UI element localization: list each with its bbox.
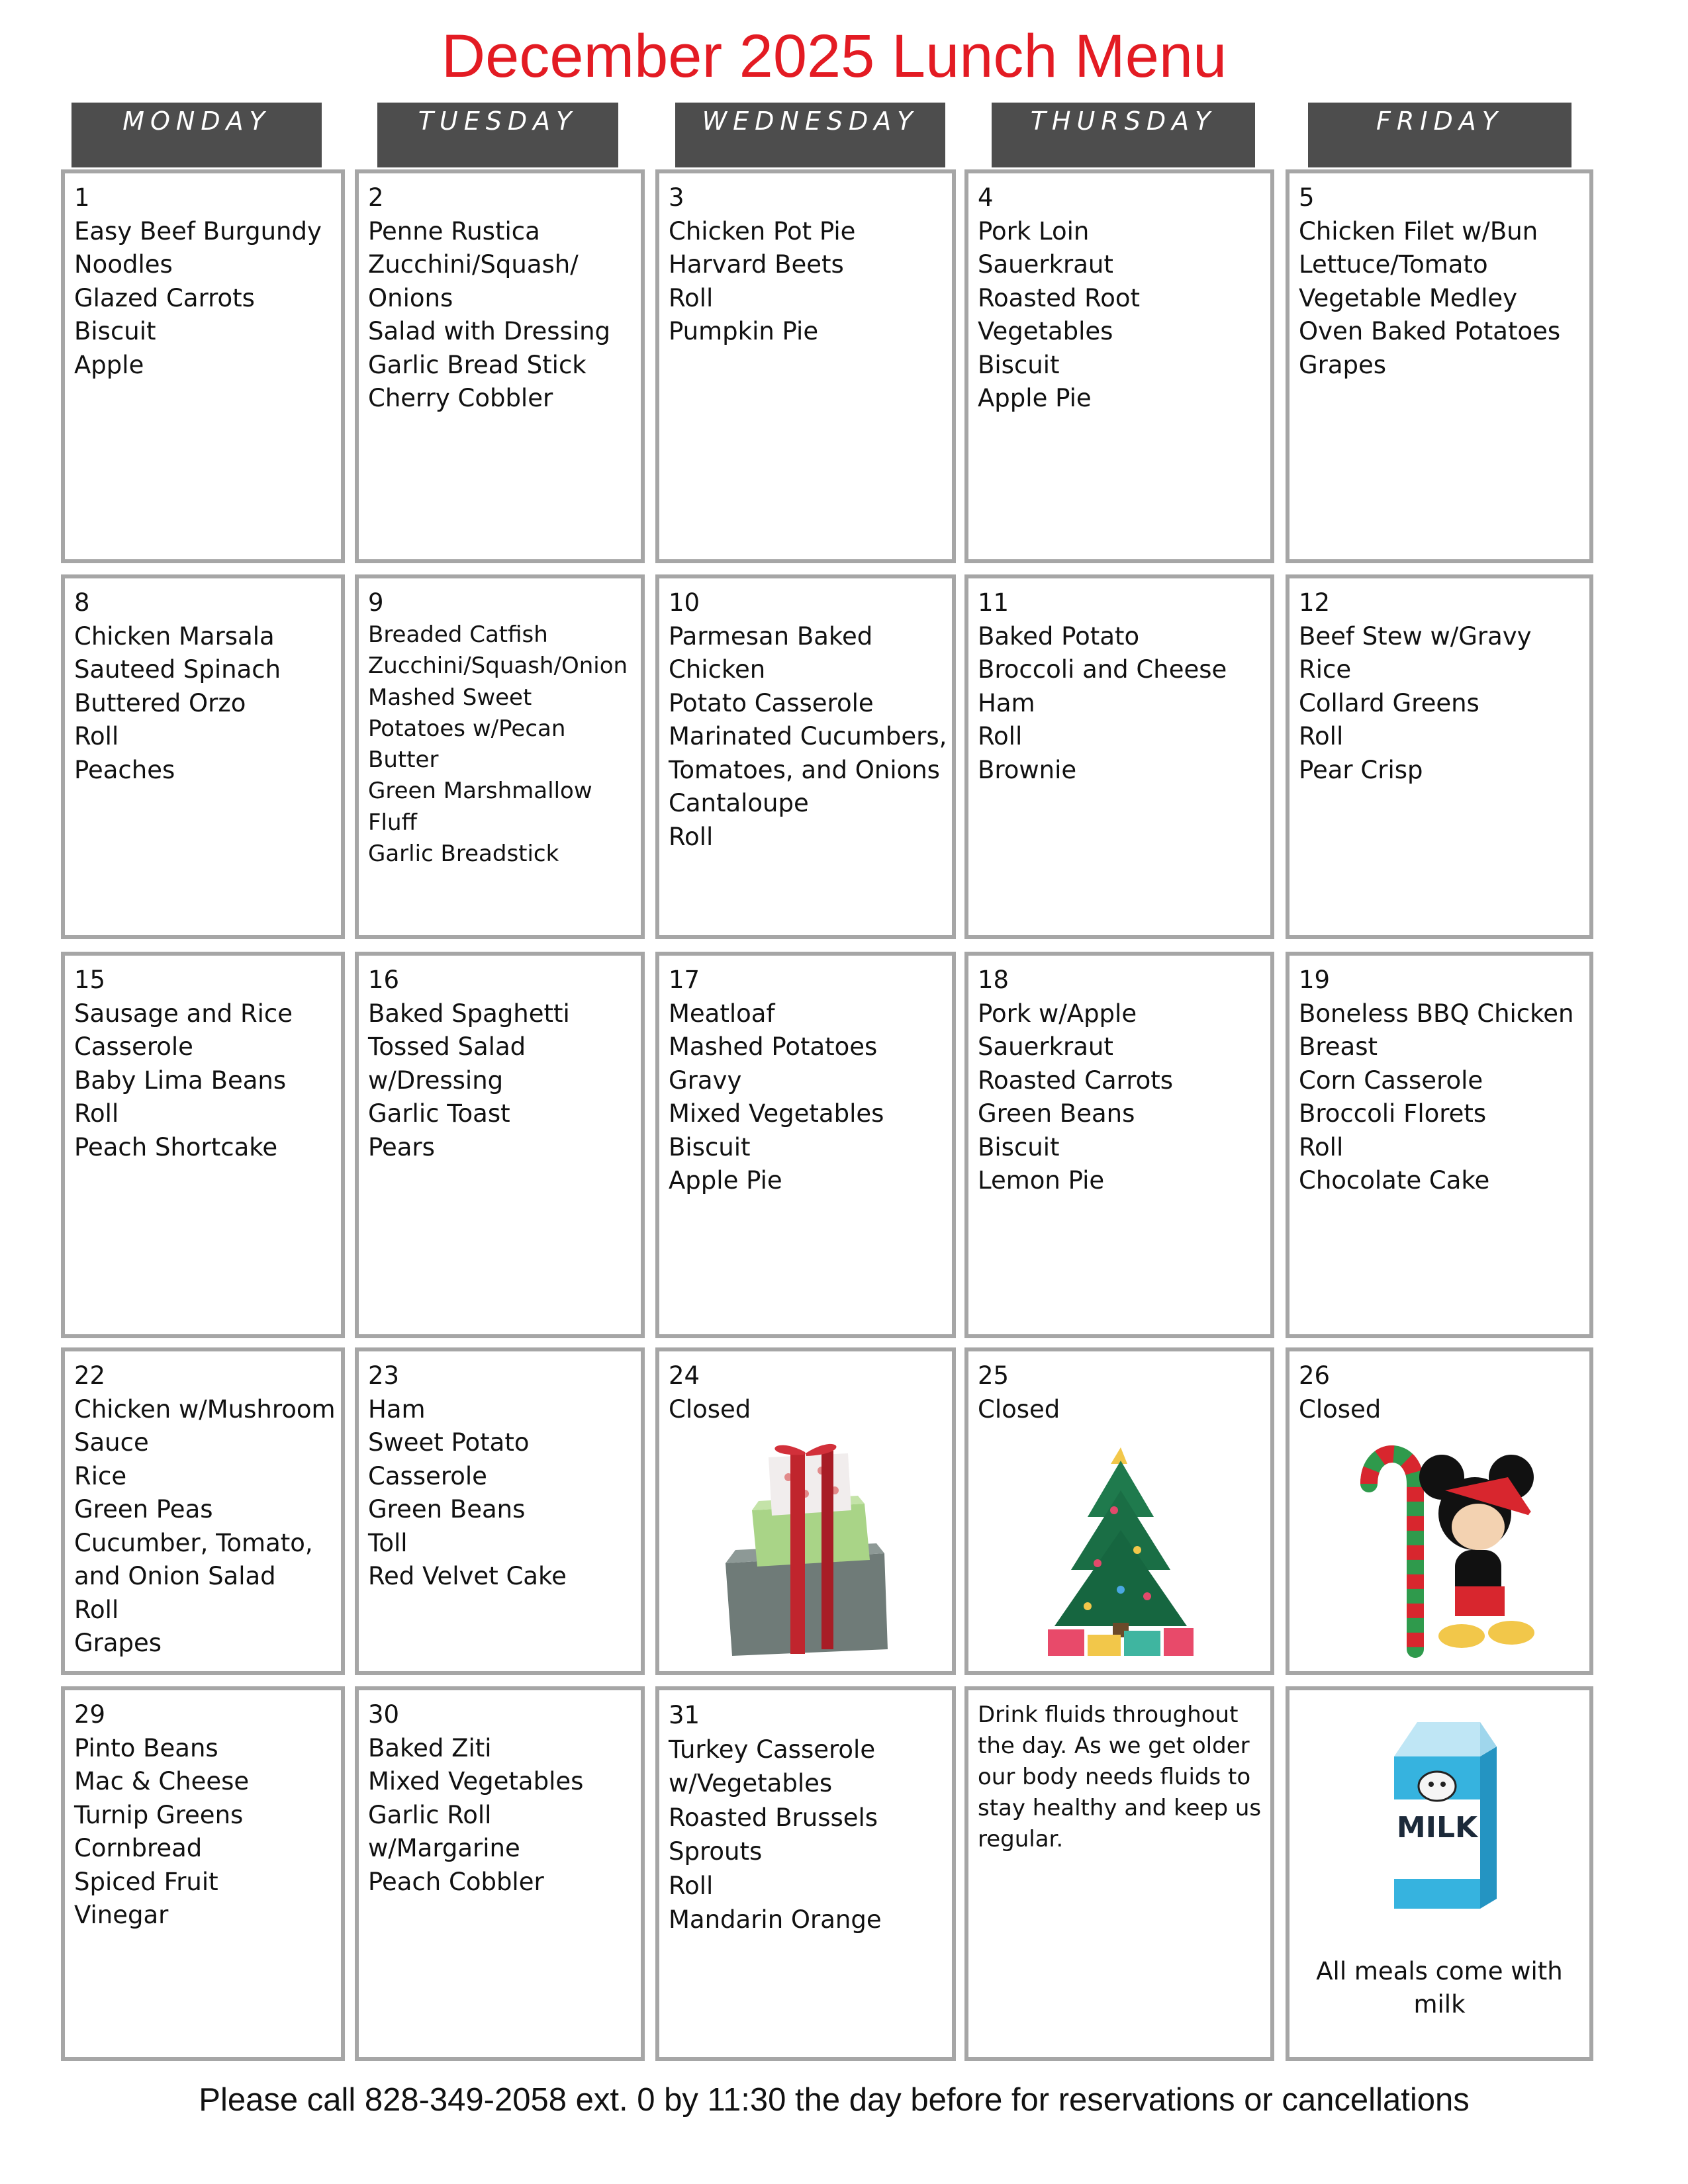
- menu-item: Garlic Breadstick: [368, 841, 559, 868]
- menu-item: Easy Beef Burgundy: [74, 216, 322, 246]
- menu-item: Cucumber, Tomato,: [74, 1528, 313, 1557]
- date: 9: [368, 588, 384, 617]
- menu-item: Closed: [1299, 1394, 1382, 1424]
- menu-item: Chicken Filet w/Bun: [1299, 216, 1538, 246]
- menu-item: Chicken w/Mushroom: [74, 1394, 336, 1424]
- date: 22: [74, 1361, 106, 1390]
- menu-item: Apple Pie: [669, 1166, 782, 1195]
- menu-item: Pork Loin: [978, 216, 1090, 246]
- reservation-footer: Please call 828-349-2058 ext. 0 by 11:30 the day before for reservations or cancellations: [199, 2082, 1470, 2118]
- menu-day-cell: [655, 952, 956, 1338]
- menu-day-cell: [355, 952, 645, 1338]
- menu-item: Roll: [1299, 1132, 1344, 1161]
- menu-item: Roasted Root: [978, 283, 1140, 312]
- menu-item: Parmesan Baked: [669, 621, 873, 651]
- menu-item: Mixed Vegetables: [368, 1767, 584, 1796]
- menu-item: Noodles: [74, 250, 173, 279]
- menu-day-cell: [964, 574, 1274, 939]
- menu-item: Tomatoes, and Onions: [669, 755, 940, 784]
- menu-item: Pears: [368, 1132, 435, 1161]
- menu-item: Spiced Fruit: [74, 1867, 218, 1896]
- menu-item: Vinegar: [74, 1901, 169, 1929]
- menu-item: Lettuce/Tomato: [1299, 250, 1488, 279]
- menu-item: Fluff: [368, 809, 417, 836]
- menu-item: Sausage and Rice: [74, 999, 293, 1028]
- menu-item: Mandarin Orange: [669, 1905, 882, 1934]
- menu-item: Rice: [1299, 655, 1352, 684]
- menu-item: Roll: [74, 1595, 119, 1624]
- menu-item: Grapes: [74, 1629, 162, 1657]
- menu-item: Pork w/Apple: [978, 999, 1137, 1028]
- menu-item: Toll: [368, 1528, 408, 1557]
- date: 3: [669, 183, 684, 212]
- menu-item: Oven Baked Potatoes: [1299, 317, 1561, 345]
- menu-item: Garlic Roll: [368, 1800, 492, 1829]
- menu-item: Casserole: [368, 1461, 487, 1490]
- menu-item: Brownie: [978, 755, 1077, 784]
- menu-day-cell: [655, 169, 956, 563]
- menu-item: Marinated Cucumbers,: [669, 722, 947, 751]
- menu-day-cell: [1286, 169, 1593, 563]
- menu-item: and Onion Salad: [74, 1562, 276, 1590]
- menu-item: Salad with Dressing: [368, 317, 611, 345]
- milk-label: MILK: [1396, 1811, 1478, 1844]
- date: 2: [368, 183, 384, 212]
- date: 12: [1299, 588, 1331, 617]
- menu-item: Casserole: [74, 1032, 193, 1061]
- menu-item: Mashed Sweet: [368, 684, 532, 711]
- menu-item: Roasted Carrots: [978, 1066, 1174, 1095]
- menu-item: Glazed Carrots: [74, 283, 255, 312]
- menu-item: Mashed Potatoes: [669, 1032, 878, 1061]
- day-header-wednesday: WEDNESDAY: [675, 103, 945, 167]
- fluids-note-cell: [964, 1686, 1274, 2061]
- menu-item: w/Dressing: [368, 1066, 504, 1095]
- menu-day-cell: [655, 1347, 956, 1675]
- menu-item: Harvard Beets: [669, 250, 844, 279]
- date: 5: [1299, 183, 1315, 212]
- menu-day-cell: [1286, 952, 1593, 1338]
- date: 19: [1299, 966, 1331, 994]
- day-header-thursday: THURSDAY: [992, 103, 1255, 167]
- menu-item: Boneless BBQ Chicken: [1299, 999, 1574, 1028]
- menu-day-cell: [964, 1347, 1274, 1675]
- menu-item: Turnip Greens: [74, 1800, 244, 1829]
- menu-day-cell: [355, 1347, 645, 1675]
- menu-day-cell: [355, 169, 645, 563]
- date: 18: [978, 966, 1009, 994]
- menu-item: Lemon Pie: [978, 1166, 1105, 1195]
- menu-item: Potatoes w/Pecan: [368, 715, 566, 742]
- menu-item: Breast: [1299, 1032, 1378, 1061]
- menu-day-cell: [61, 169, 345, 563]
- menu-item: Cherry Cobbler: [368, 384, 553, 412]
- date: 29: [74, 1700, 106, 1729]
- date: 31: [669, 1701, 700, 1729]
- menu-item: Sprouts: [669, 1837, 763, 1866]
- menu-item: Potato Casserole: [669, 688, 874, 717]
- menu-item: Roll: [1299, 722, 1344, 751]
- date: 11: [978, 588, 1009, 617]
- menu-item: w/Margarine: [368, 1834, 520, 1862]
- candy-cane-mouse-icon: [1342, 1437, 1541, 1662]
- milk-note-cell: [1286, 1686, 1593, 2061]
- menu-item: Peaches: [74, 755, 175, 784]
- menu-item: Roll: [669, 822, 714, 851]
- menu-day-cell: [1286, 574, 1593, 939]
- menu-item: Garlic Toast: [368, 1099, 510, 1128]
- menu-item: Corn Casserole: [1299, 1066, 1483, 1095]
- menu-item: Apple: [74, 350, 144, 379]
- menu-item: Sweet Potato: [368, 1428, 530, 1457]
- date: 16: [368, 966, 400, 994]
- menu-item: Roll: [669, 283, 714, 312]
- christmas-tree-icon: [1028, 1437, 1213, 1662]
- menu-item: Grapes: [1299, 350, 1387, 379]
- menu-item: Chicken: [669, 655, 766, 684]
- menu-item: Tossed Salad: [368, 1032, 526, 1061]
- menu-item: Roll: [669, 1871, 714, 1900]
- menu-item: Pinto Beans: [74, 1733, 218, 1762]
- menu-item: Apple Pie: [978, 384, 1092, 412]
- menu-item: Biscuit: [74, 317, 156, 345]
- menu-item: Sauteed Spinach: [74, 655, 281, 684]
- menu-item: Pear Crisp: [1299, 755, 1423, 784]
- day-header-tuesday: TUESDAY: [377, 103, 618, 167]
- menu-day-cell: [355, 1686, 645, 2061]
- menu-item: Chicken Marsala: [74, 621, 275, 651]
- menu-item: Meatloaf: [669, 999, 775, 1028]
- menu-item: Garlic Bread Stick: [368, 350, 586, 379]
- date: 1: [74, 183, 90, 212]
- menu-item: Zucchini/Squash/Onion: [368, 653, 628, 680]
- menu-item: Baked Spaghetti: [368, 999, 570, 1028]
- menu-item: Red Velvet Cake: [368, 1562, 567, 1590]
- menu-item: Cantaloupe: [669, 789, 809, 817]
- date: 4: [978, 183, 994, 212]
- day-header-friday: FRIDAY: [1308, 103, 1571, 167]
- menu-item: Biscuit: [669, 1132, 751, 1161]
- date: 24: [669, 1361, 700, 1390]
- date: 25: [978, 1361, 1009, 1390]
- menu-day-cell: [964, 169, 1274, 563]
- date: 10: [669, 588, 700, 617]
- milk-note: All meals come with milk: [1316, 1957, 1563, 2019]
- menu-item: Sauerkraut: [978, 250, 1113, 279]
- menu-item: Green Peas: [74, 1495, 213, 1524]
- menu-item: Baby Lima Beans: [74, 1066, 287, 1095]
- date: 26: [1299, 1361, 1331, 1390]
- menu-item: Closed: [978, 1394, 1060, 1424]
- menu-item: Zucchini/Squash/: [368, 250, 579, 279]
- menu-item: Peach Cobbler: [368, 1867, 544, 1896]
- fluids-note: Drink fluids throughout the day. As we get older our body needs fluids to stay healthy and keep us regular.: [978, 1702, 1262, 1852]
- menu-item: Biscuit: [978, 350, 1060, 379]
- date: 15: [74, 966, 106, 994]
- menu-item: Rice: [74, 1461, 127, 1490]
- menu-item: Mac & Cheese: [74, 1767, 250, 1796]
- gift-boxes-icon: [706, 1437, 904, 1662]
- menu-day-cell: [61, 952, 345, 1338]
- day-header-monday: MONDAY: [71, 103, 322, 167]
- menu-day-cell: [1286, 1347, 1593, 1675]
- menu-item: Collard Greens: [1299, 688, 1479, 717]
- menu-item: w/Vegetables: [669, 1769, 833, 1797]
- menu-item: Vegetable Medley: [1299, 283, 1518, 312]
- menu-item: Gravy: [669, 1066, 742, 1095]
- menu-item: Baked Ziti: [368, 1733, 492, 1762]
- date: 8: [74, 588, 90, 617]
- menu-item: Breaded Catfish: [368, 621, 548, 648]
- date: 17: [669, 966, 700, 994]
- menu-item: Baked Potato: [978, 621, 1140, 651]
- menu-item: Ham: [368, 1394, 426, 1424]
- menu-item: Sauerkraut: [978, 1032, 1113, 1061]
- menu-item: Sauce: [74, 1428, 149, 1457]
- date: 23: [368, 1361, 400, 1390]
- menu-day-cell: [61, 1347, 345, 1675]
- menu-item: Vegetables: [978, 317, 1113, 345]
- menu-item: Penne Rustica: [368, 216, 540, 246]
- menu-item: Roll: [74, 722, 119, 751]
- menu-day-cell: [355, 574, 645, 939]
- menu-item: Roll: [978, 722, 1023, 751]
- menu-item: Green Marshmallow: [368, 778, 592, 805]
- menu-item: Buttered Orzo: [74, 688, 246, 717]
- menu-day-cell: [964, 952, 1274, 1338]
- menu-day-cell: [61, 574, 345, 939]
- menu-item: Chicken Pot Pie: [669, 216, 856, 246]
- menu-item: Closed: [669, 1394, 751, 1424]
- menu-item: Biscuit: [978, 1132, 1060, 1161]
- page-title: December 2025 Lunch Menu: [441, 23, 1227, 90]
- menu-item: Cornbread: [74, 1834, 203, 1862]
- menu-item: Beef Stew w/Gravy: [1299, 621, 1532, 651]
- menu-item: Pumpkin Pie: [669, 317, 819, 345]
- menu-item: Broccoli Florets: [1299, 1099, 1487, 1128]
- menu-day-cell: [61, 1686, 345, 2061]
- menu-item: Mixed Vegetables: [669, 1099, 884, 1128]
- menu-item: Butter: [368, 747, 439, 774]
- menu-item: Roll: [74, 1099, 119, 1128]
- menu-day-cell: [655, 574, 956, 939]
- milk-carton-icon: [1381, 1717, 1500, 1915]
- menu-item: Onions: [368, 283, 453, 312]
- menu-item: Roasted Brussels: [669, 1803, 878, 1832]
- menu-item: Turkey Casserole: [669, 1735, 876, 1764]
- menu-item: Broccoli and Cheese: [978, 655, 1227, 684]
- menu-item: Ham: [978, 688, 1035, 717]
- menu-item: Peach Shortcake: [74, 1132, 278, 1161]
- menu-item: Chocolate Cake: [1299, 1166, 1490, 1195]
- menu-day-cell: [655, 1686, 956, 2061]
- date: 30: [368, 1700, 400, 1729]
- menu-item: Green Beans: [978, 1099, 1135, 1128]
- menu-item: Green Beans: [368, 1495, 526, 1524]
